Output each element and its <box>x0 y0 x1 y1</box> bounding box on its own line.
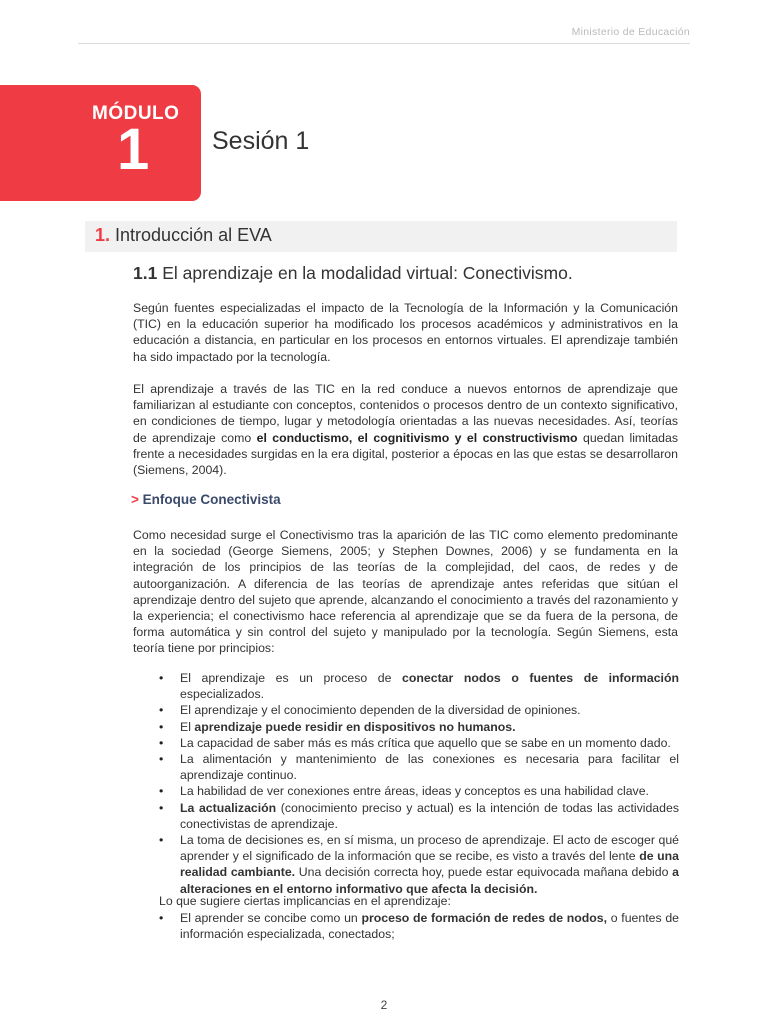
list-item: • La alimentación y mantenimiento de las conexiones es necesaria para facilitar el aprendizaje continuo. <box>159 751 679 783</box>
list-item: • La actualización (conocimiento preciso y actual) es la intención de todas las actividades conectivistas de aprendizaje. <box>159 800 679 832</box>
module-number: 1 <box>117 117 150 182</box>
subsection-number: 1.1 <box>133 263 158 283</box>
chevron-right-icon: > <box>131 492 139 507</box>
enfoque-title: Enfoque Conectivista <box>142 492 281 507</box>
paragraph-2-bold: el conductismo, el cognitivismo y el constructivismo <box>256 430 578 445</box>
principles-list <box>159 670 679 897</box>
list-item: • La habilidad de ver conexiones entre áreas, ideas y conceptos es una habilidad clave. <box>159 783 679 799</box>
ministry-header: Ministerio de Educación <box>571 26 690 38</box>
section-number: 1. <box>95 225 111 245</box>
header-divider <box>78 43 690 44</box>
paragraph-1: Según fuentes especializadas el impacto de la Tecnología de la Información y la Comunicación (TIC) en la educación superior ha modificado los procesos académicos y administrativos en la educación a distancia, en particular en los procesos en entornos virtuales. El aprendizaje también ha sido impactado por la tecnología. <box>133 301 678 364</box>
list-item: • El aprendizaje puede residir en dispositivos no humanos. <box>159 719 679 735</box>
section-title-text: Introducción al EVA <box>115 225 272 245</box>
paragraph-3: Como necesidad surge el Conectivismo tras la aparición de las TIC como elemento predominante en la sociedad (George Siemens, 2005; y Stephen Downes, 2006) y se fundamenta en la integración de los principios de las teorías de la complejidad, del caos, de redes y de autoorganización. A diferencia de las teorías de aprendizaje antes referidas que sitúan el aprendizaje dentro del sujeto que aprende, alcanzando el conocimiento a través del razonamiento y la experiencia; el conectivismo hace referencia al aprendizaje que se da fuera de la persona, de forma automática y sin control del sujeto y manipulado por la tecnología. Según Siemens, esta teoría tiene por principios: <box>133 528 678 656</box>
paragraph-2-part-a: El aprendizaje a través de las TIC en la red conduce a nuevos entornos de aprendizaje que familiarizan al estudiante con conceptos, contenidos o procesos dentro de un contexto significativo, en condiciones de tiempo, lugar y metodología orientadas a las nuevas necesidades. Así, teorías de aprendizaje como <box>133 382 678 445</box>
paragraph-2 <box>133 381 678 478</box>
implications-intro: Lo que sugiere ciertas implicancias en el aprendizaje: <box>159 894 451 908</box>
subsection-title-text: El aprendizaje en la modalidad virtual: Conectivismo. <box>162 263 573 283</box>
paragraph-2-part-c: quedan limitadas frente a necesidades surgidas en la era digital, posterior a épocas en las que estas se desarrollaron (Siemens, 2004). <box>133 430 678 478</box>
page-number: 2 <box>380 998 388 1012</box>
list-item: • La capacidad de saber más es más crítica que aquello que se sabe en un momento dado. <box>159 735 679 751</box>
subsection-title <box>133 263 573 284</box>
enfoque-heading <box>131 492 281 507</box>
list-item: • El aprendizaje y el conocimiento dependen de la diversidad de opiniones. <box>159 702 679 718</box>
section-title <box>95 225 272 246</box>
module-label: MÓDULO <box>92 103 180 124</box>
session-title: Sesión 1 <box>212 127 310 155</box>
list-item: • La toma de decisiones es, en sí misma, un proceso de aprendizaje. El acto de escoger qué aprender y el significado de la información que se recibe, es visto a través del lente de una realidad cambiante. Una decisión correcta hoy, puede estar equivocada mañana debido a alteraciones en el entorno informativo que afecta la decisión. <box>159 832 679 897</box>
module-badge <box>0 85 201 201</box>
list-item: • El aprendizaje es un proceso de conectar nodos o fuentes de información especializados. <box>159 670 679 702</box>
list-item: • El aprender se concibe como un proceso de formación de redes de nodos, o fuentes de información especializada, conectados; <box>159 910 679 942</box>
implications-list <box>159 910 679 942</box>
